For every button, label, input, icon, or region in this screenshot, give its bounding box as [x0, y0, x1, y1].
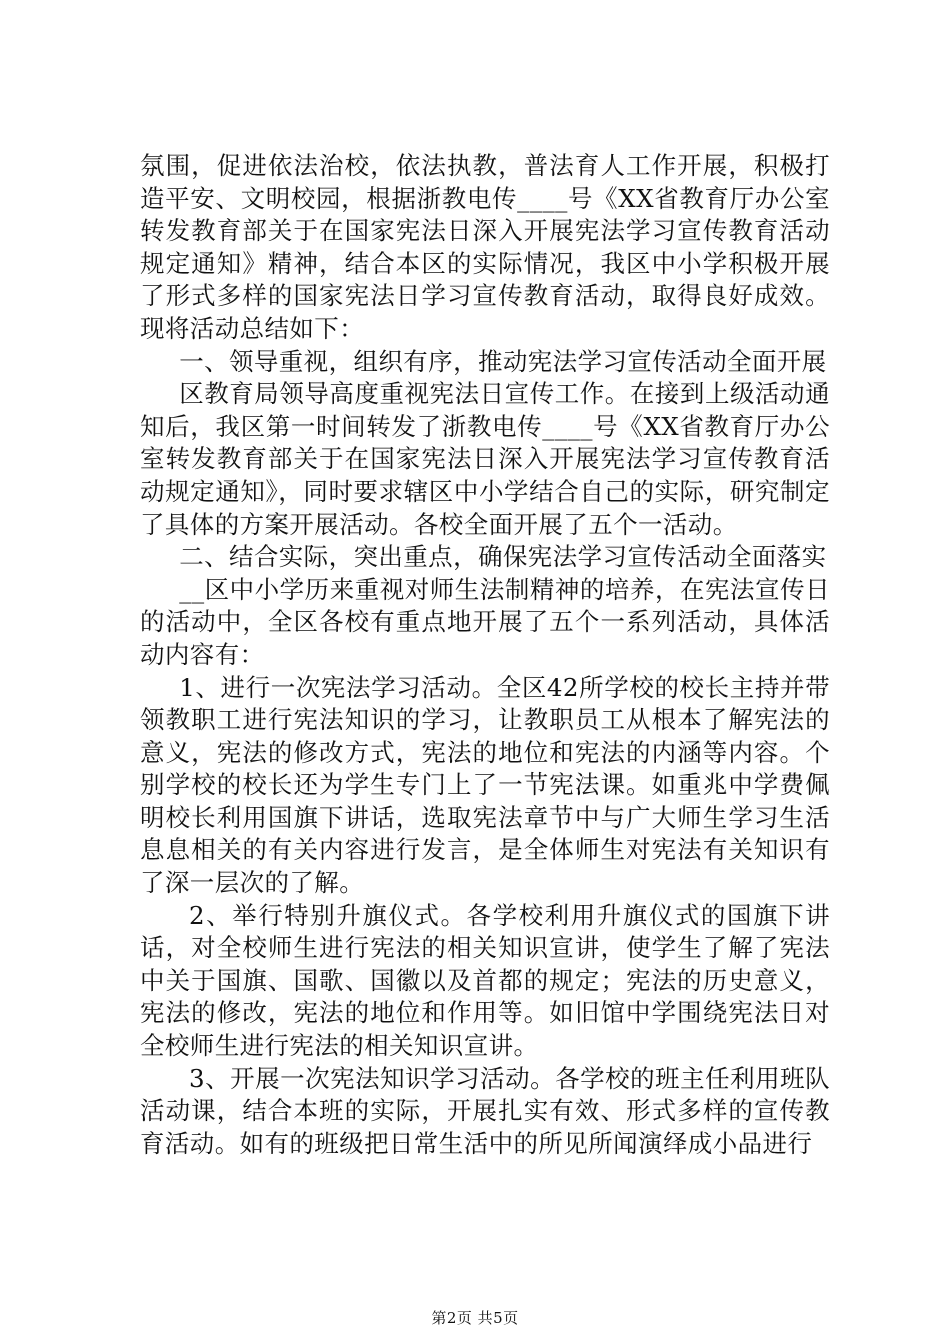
section-heading-2: 二、结合实际，突出重点，确保宪法学习宣传活动全面落实	[179, 542, 827, 572]
paragraph-intro: 氛围，促进依法治校，依法执教，普法育人工作开展，积极打造平安、文明校园，根据浙教电传____号《XX省教育厅办公室转发教育部关于在国家宪法日深入开展宪法学习宣传教育活动规定通知》精神，结合本区的实际情况，我区中小学积极开展了形式多样的国家宪法日学习宣传教育活动，取得良好成效。现将活动总结如下：	[140, 151, 830, 343]
paragraph-section-1: 区教育局领导高度重视宪法日宣传工作。在接到上级活动通知后，我区第一时间转发了浙教电传____号《XX省教育厅办公室转发教育部关于在国家宪法日深入开展宪法学习宣传教育活动规定通知》，同时要求辖区中小学结合自己的实际，研究制定了具体的方案开展活动。各校全面开展了五个一活动。	[140, 379, 830, 539]
paragraph-section-2: __区中小学历来重视对师生法制精神的培养，在宪法宣传日的活动中，全区各校有重点地开展了五个一系列活动，具体活动内容有：	[140, 574, 830, 669]
list-item-1: 1、进行一次宪法学习活动。全区42所学校的校长主持并带领教职工进行宪法知识的学习，让教职员工从根本了解宪法的意义，宪法的修改方式，宪法的地位和宪法的内涵等内容。个别学校的校长还为学生专门上了一节宪法课。如重兆中学费佩明校长利用国旗下讲话，选取宪法章节中与广大师生学习生活息息相关的有关内容进行发言，是全体师生对宪法有关知识有了深一层次的了解。	[140, 672, 830, 898]
list-item-3: 3、开展一次宪法知识学习活动。各学校的班主任利用班队活动课，结合本班的实际，开展扎实有效、形式多样的宣传教育活动。如有的班级把日常生活中的所见所闻演绎成小品进行	[140, 1063, 830, 1158]
document-body	[140, 150, 830, 1160]
list-item-2: 2、举行特别升旗仪式。各学校利用升旗仪式的国旗下讲话，对全校师生进行宪法的相关知识宣讲，使学生了解了宪法中关于国旗、国歌、国徽以及首都的规定；宪法的历史意义，宪法的修改，宪法的地位和作用等。如旧馆中学围绕宪法日对全校师生进行宪法的相关知识宣讲。	[140, 900, 830, 1061]
section-heading-1: 一、领导重视，组织有序，推动宪法学习宣传活动全面开展	[179, 346, 827, 376]
page-number-footer: 第2页 共5页	[431, 1309, 519, 1327]
